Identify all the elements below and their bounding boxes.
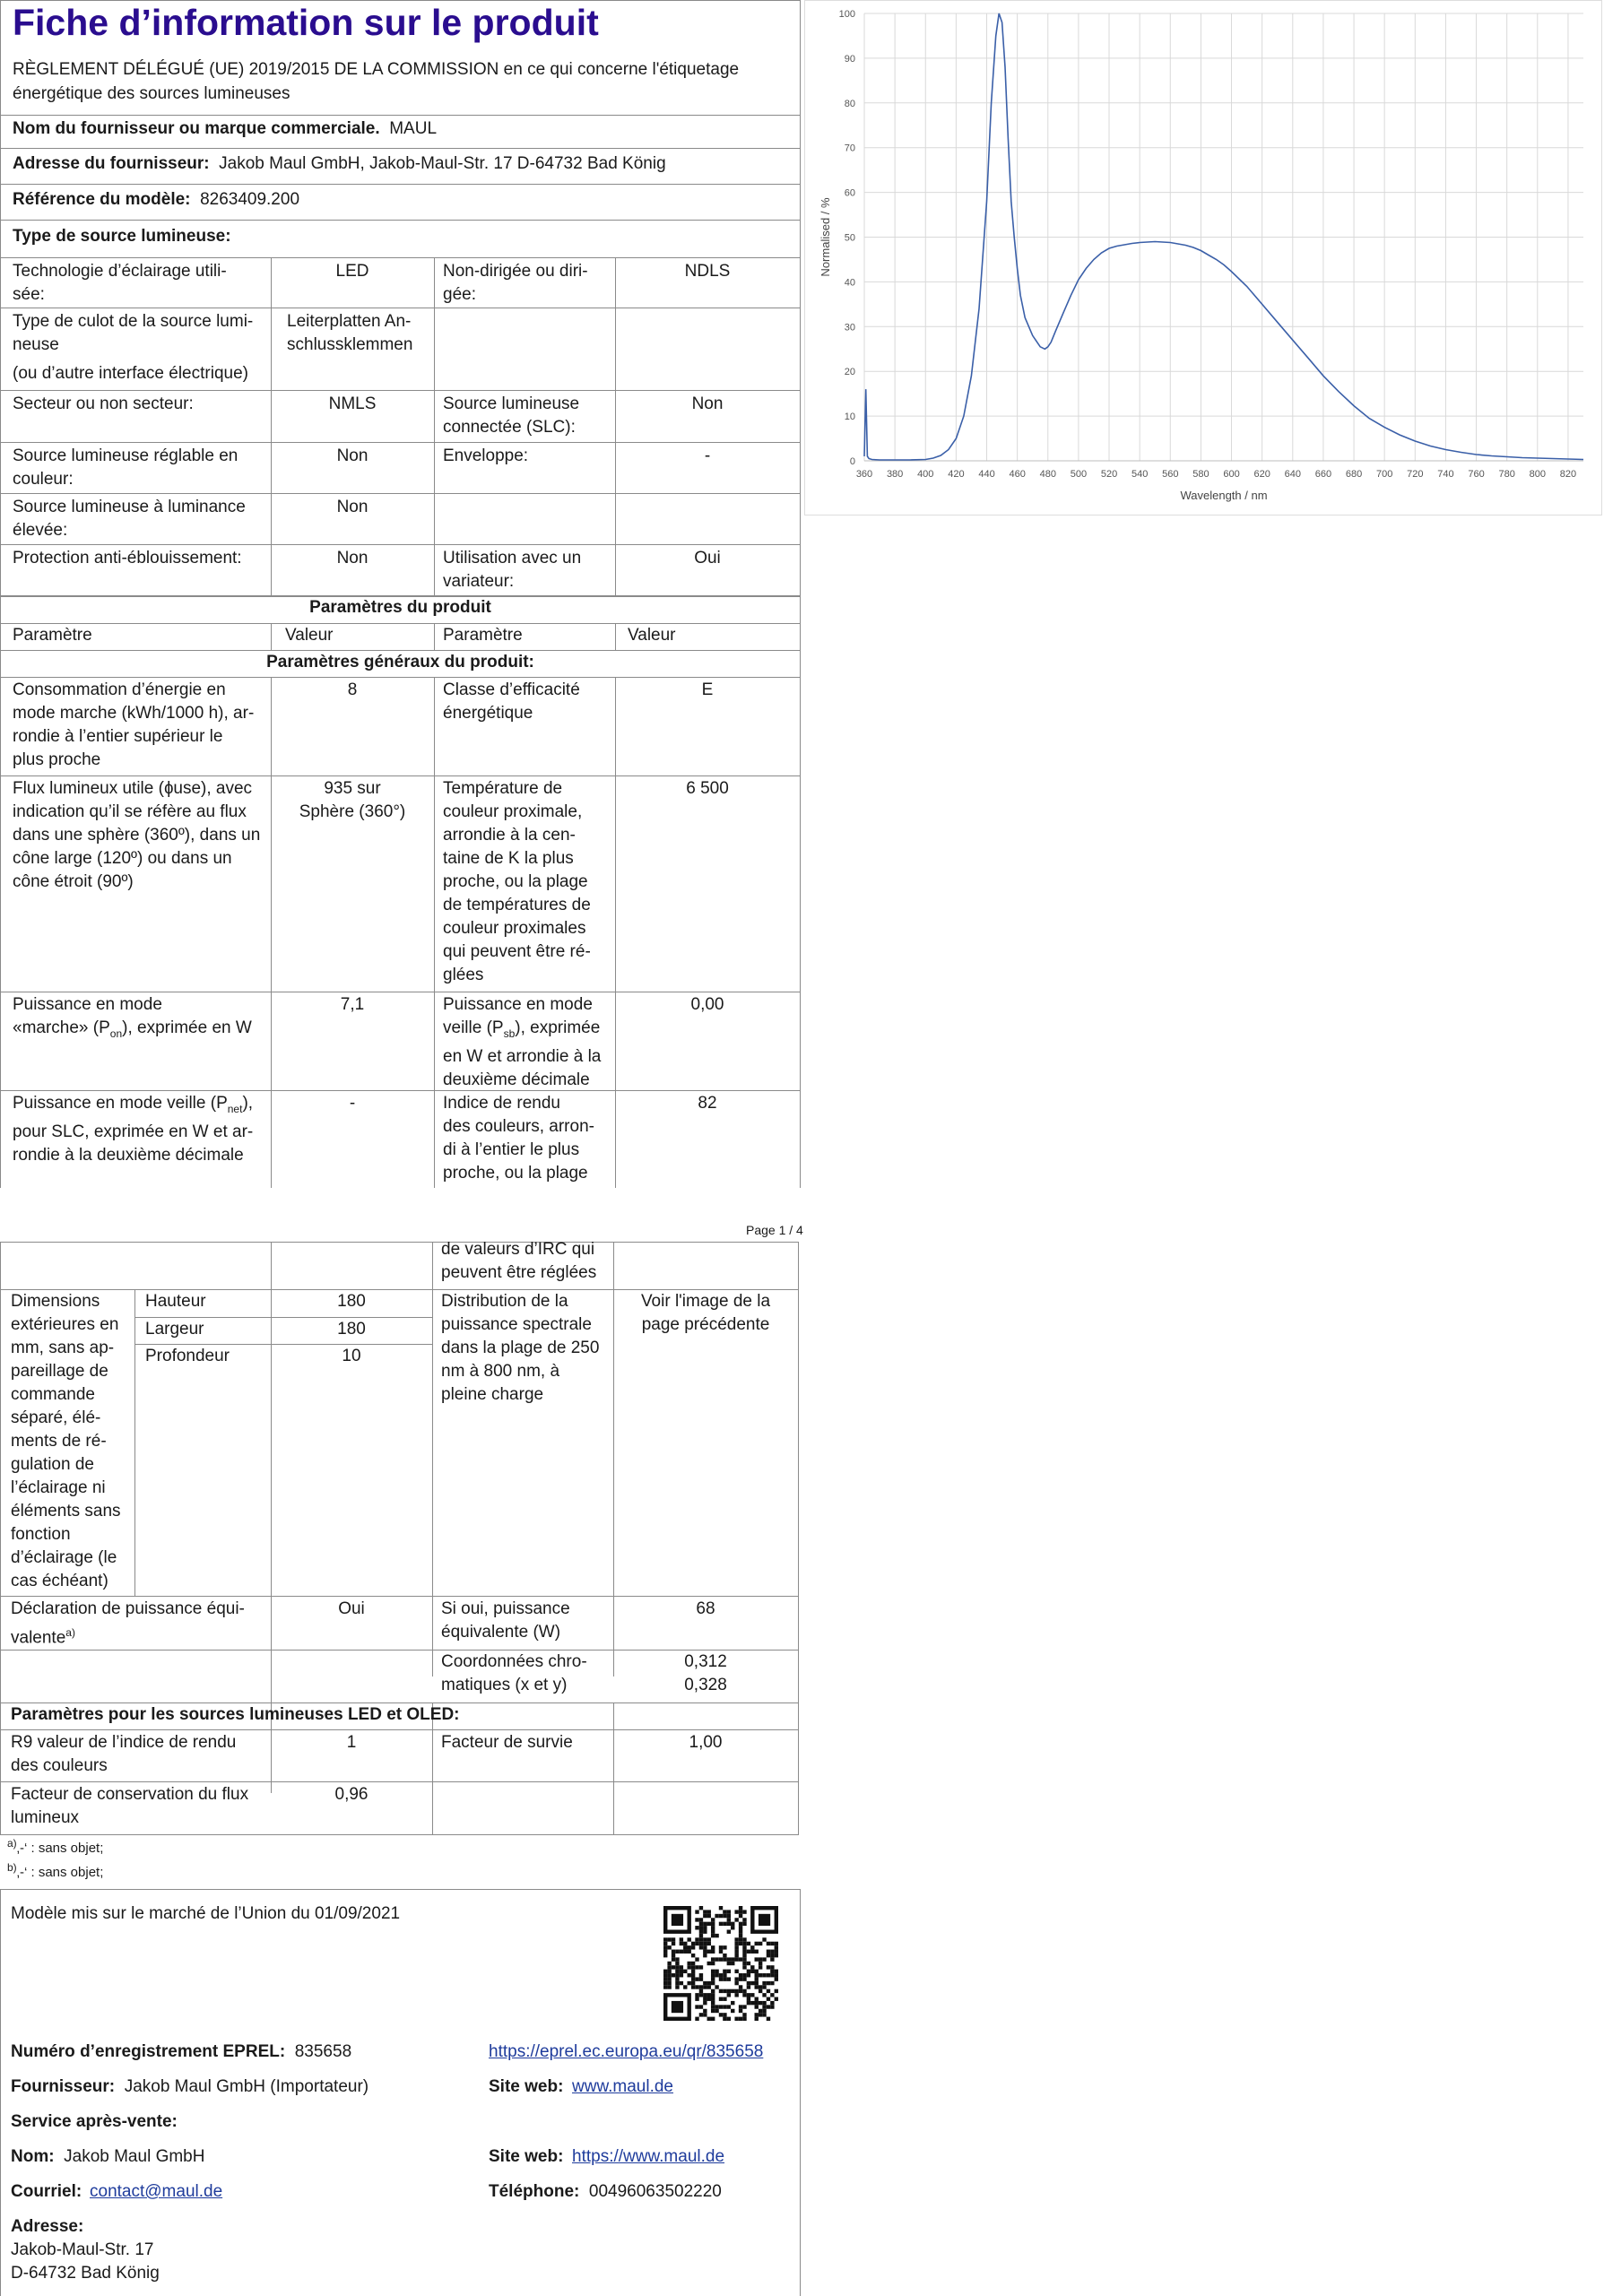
standby-power-label: Puissance en mode veille $(P_{sb})$, exprimée en W et arrondie à la deuxième décimale: [443, 995, 602, 1089]
cap-value: Leiterplatten An- schlussklemmen: [287, 312, 413, 354]
y-tick-label: 70: [844, 143, 855, 154]
general-header: Paramètres généraux du produit:: [266, 653, 534, 671]
r9-value: 1: [346, 1733, 357, 1752]
glare-label: Protection anti-éblouissement:: [13, 549, 242, 568]
frame-right: [798, 1242, 799, 1835]
divider: [0, 184, 801, 185]
spd-label: Distribution de la puissance spectrale dans la plage de 250 nm à 800 nm, à pleine charge: [441, 1292, 600, 1404]
y-tick-label: 30: [844, 322, 855, 334]
supplier-address-label: Adresse du fournisseur:: [13, 154, 210, 173]
spd-value: Voir l'image de la page précédente: [640, 1292, 771, 1334]
slc-label: Source lumineuse connectée (SLC):: [443, 394, 580, 437]
cct-label: Température de couleur proximale, arrondie à la cen- taine de K la plus proche, ou la plage de températures de couleur proximales qui peuvent être ré- glées: [443, 779, 591, 984]
email-label: Courriel:: [11, 2182, 82, 2201]
supplier-address-row: [13, 152, 666, 176]
dimmer-value: Oui: [694, 549, 721, 568]
type-header: Type de source lumineuse:: [13, 227, 231, 246]
service-header: Service après-vente:: [11, 2112, 178, 2131]
col-divider: [134, 1289, 135, 1596]
frame-left: [0, 0, 1, 1188]
cri-label-cont: de valeurs d’IRC qui peuvent être réglées: [441, 1240, 597, 1282]
service-website-label: Site web:: [489, 2147, 564, 2166]
height-label: Hauteur: [145, 1292, 206, 1311]
x-tick-label: 680: [1345, 469, 1363, 480]
tech-value: LED: [335, 262, 369, 281]
y-tick-label: 100: [838, 9, 855, 20]
footnote-a: $^{a)}$‚-‘ : sans objet;: [7, 1837, 104, 1856]
high-luminance-label: Source lumineuse à luminance élevée:: [13, 498, 246, 540]
tech-label: Technologie d’éclairage utili- sée:: [13, 262, 227, 304]
x-tick-label: 800: [1529, 469, 1546, 480]
col-header-value-2: Valeur: [628, 626, 676, 645]
frame-left: [0, 1242, 1, 1835]
equivalent-power-value: Oui: [338, 1599, 365, 1618]
efficiency-class-label: Classe d’efficacité énergétique: [443, 680, 580, 723]
x-tick-label: 560: [1162, 469, 1179, 480]
flux-value: 935 sur Sphère (360°): [299, 779, 406, 821]
x-tick-label: 740: [1437, 469, 1454, 480]
mains-label: Secteur ou non secteur:: [13, 394, 194, 413]
supplier-row: Fournisseur: Jakob Maul GmbH (Importateur): [11, 2077, 369, 2096]
dimmer-label: Utilisation avec un variateur:: [443, 549, 582, 591]
y-tick-label: 50: [844, 232, 855, 244]
phone-row: Téléphone: 00496063502220: [489, 2182, 722, 2201]
networked-standby-label: Puissance en mode veille $(P_{net})$, pour SLC, exprimée en W et ar- rondie à la deuxième décimale: [13, 1094, 254, 1165]
efficiency-class-value: E: [701, 680, 714, 699]
x-tick-label: 520: [1100, 469, 1118, 480]
mains-value: NMLS: [328, 394, 377, 413]
y-axis-label: Normalised / %: [819, 197, 832, 277]
chromaticity-value: 0,312 0,328: [684, 1652, 727, 1694]
x-tick-label: 500: [1070, 469, 1088, 480]
footnote-b: $^{b)}$‚-‘ : sans objet;: [7, 1861, 104, 1880]
divider: [0, 1834, 799, 1835]
x-tick-label: 760: [1468, 469, 1485, 480]
x-tick-label: 780: [1498, 469, 1515, 480]
y-tick-label: 10: [844, 412, 855, 423]
col-divider: [432, 1242, 433, 1677]
y-tick-label: 90: [844, 53, 855, 65]
divider: [0, 1596, 799, 1597]
survival-value: 1,00: [689, 1733, 723, 1752]
envelope-value: -: [704, 446, 711, 465]
y-tick-label: 80: [844, 98, 855, 109]
address-line-1: Jakob-Maul-Str. 17: [11, 2240, 154, 2259]
divider: [0, 1090, 801, 1091]
y-tick-label: 60: [844, 187, 855, 199]
address-label: Adresse:: [11, 2217, 84, 2236]
survival-label: Facteur de survie: [441, 1733, 573, 1752]
maintenance-label: Facteur de conservation du flux lumineux: [11, 1785, 249, 1827]
service-name-row: Nom: Jakob Maul GmbH: [11, 2147, 205, 2166]
divider: [0, 1781, 799, 1782]
x-tick-label: 620: [1253, 469, 1270, 480]
col-divider: [613, 1703, 614, 1835]
x-axis-label: Wavelength / nm: [1180, 489, 1268, 502]
y-tick-label: 40: [844, 277, 855, 289]
model-ref-row: [13, 188, 299, 212]
on-power-value: 7,1: [340, 995, 365, 1014]
website-label: Site web:: [489, 2077, 564, 2096]
dimensions-label: Dimensions extérieures en mm, sans ap- pareillage de commande séparé, élé- ments de ré- gulation de l’éclairage ni éléments sans fonction d’éclairage (le cas échéant): [11, 1292, 121, 1590]
col-header-param-2: Paramètre: [443, 626, 523, 645]
divider: [0, 390, 801, 391]
divider: [0, 257, 801, 258]
spectral-chart: [804, 0, 1602, 516]
eprel-link[interactable]: https://eprel.ec.europa.eu/qr/835658: [489, 2042, 764, 2061]
slc-value: Non: [691, 394, 724, 413]
divider: [0, 148, 801, 149]
x-tick-label: 820: [1559, 469, 1577, 480]
col-divider: [271, 623, 272, 650]
divider: [0, 1729, 799, 1730]
directional-value: NDLS: [684, 262, 731, 281]
maintenance-value: 0,96: [334, 1785, 368, 1804]
energy-label: Consommation d’énergie en mode marche (kWh/1000 h), ar- rondie à l’entier supérieur le plus proche: [13, 680, 255, 769]
depth-value: 10: [342, 1347, 361, 1365]
x-tick-label: 580: [1192, 469, 1210, 480]
divider: [0, 677, 801, 678]
width-value: 180: [337, 1320, 366, 1339]
depth-label: Profondeur: [145, 1347, 230, 1365]
supplier-name-label: Nom du fournisseur ou marque commerciale.: [13, 119, 380, 138]
market-date: Modèle mis sur le marché de l’Union du 01/09/2021: [11, 1904, 401, 1923]
glare-value: Non: [336, 549, 368, 568]
cap-label: Type de culot de la source lumi- neuse (ou d’autre interface électrique): [13, 312, 254, 383]
divider: [0, 623, 801, 624]
equivalent-watt-label: Si oui, puissance équivalente (W): [441, 1599, 570, 1642]
col-divider: [615, 623, 616, 650]
divider: [0, 775, 801, 776]
x-tick-label: 480: [1039, 469, 1056, 480]
address-line-2: D-64732 Bad König: [11, 2264, 160, 2283]
x-tick-label: 700: [1375, 469, 1393, 480]
x-tick-label: 400: [917, 469, 934, 480]
networked-standby-value: -: [349, 1094, 356, 1113]
divider: [0, 493, 801, 494]
frame-right: [800, 0, 801, 1188]
x-tick-label: 380: [886, 469, 904, 480]
x-tick-label: 660: [1314, 469, 1332, 480]
col-header-param-1: Paramètre: [13, 626, 92, 645]
spectral-chart-svg: [805, 1, 1601, 515]
x-tick-label: 440: [978, 469, 995, 480]
x-tick-label: 720: [1407, 469, 1424, 480]
x-tick-label: 420: [948, 469, 965, 480]
model-ref-value: 8263409.200: [200, 190, 300, 209]
x-tick-label: 360: [855, 469, 873, 480]
height-value: 180: [337, 1292, 366, 1311]
website-link[interactable]: www.maul.de: [572, 2077, 673, 2096]
eprel-row: Numéro d’enregistrement EPREL: 835658: [11, 2042, 352, 2061]
led-header: Paramètres pour les sources lumineuses LED et OLED:: [11, 1705, 460, 1724]
col-header-value-1: Valeur: [285, 626, 334, 645]
cri-value: 82: [698, 1094, 717, 1113]
service-website-link[interactable]: https://www.maul.de: [572, 2147, 725, 2166]
cct-value: 6 500: [686, 779, 729, 798]
divider: [0, 442, 801, 443]
y-tick-label: 0: [849, 456, 855, 467]
on-power-label: Puissance en mode «marche» $(P_{on})$, exprimée en W: [13, 995, 252, 1040]
directional-label: Non-dirigée ou diri- gée:: [443, 262, 588, 304]
qr-code-icon[interactable]: [663, 1906, 778, 2021]
divider: [0, 544, 801, 545]
page-number: Page 1 / 4: [746, 1223, 803, 1237]
envelope-label: Enveloppe:: [443, 446, 529, 465]
high-luminance-value: Non: [336, 498, 368, 516]
color-tunable-value: Non: [336, 446, 368, 465]
frame-top: [0, 0, 801, 1]
x-tick-label: 460: [1009, 469, 1026, 480]
model-ref-label: Référence du modèle:: [13, 190, 191, 209]
regulation-text: RÈGLEMENT DÉLÉGUÉ (UE) 2019/2015 DE LA COMMISSION en ce qui concerne l'étiquetage énergétique des sources lumineuses: [13, 60, 740, 103]
equivalent-watt-value: 68: [696, 1599, 715, 1618]
equivalent-power-label: Déclaration de puissance équi- valente$^{a)}$: [11, 1599, 245, 1648]
col-divider: [434, 623, 435, 650]
col-divider: [434, 677, 435, 1188]
email-link[interactable]: contact@maul.de: [90, 2182, 223, 2201]
x-tick-label: 600: [1223, 469, 1240, 480]
flux-label: Flux lumineux utile (ɸuse), avec indication qu’il se réfère au flux dans une sphère (360º), dans un cône large (120º) ou dans un cône étroit (90º): [13, 779, 261, 891]
x-tick-label: 640: [1284, 469, 1301, 480]
divider: [0, 115, 801, 116]
divider: [0, 1242, 799, 1243]
y-tick-label: 20: [844, 367, 855, 378]
supplier-address-value: Jakob Maul GmbH, Jakob-Maul-Str. 17 D-64732 Bad König: [219, 154, 666, 173]
supplier-name-value: MAUL: [389, 119, 438, 138]
width-label: Largeur: [145, 1320, 204, 1339]
supplier-name-row: [13, 117, 437, 141]
x-tick-label: 540: [1131, 469, 1149, 480]
params-header: Paramètres du produit: [309, 598, 491, 617]
page-title: Fiche d’information sur le produit: [13, 2, 599, 43]
divider: [0, 220, 801, 221]
standby-power-value: 0,00: [690, 995, 724, 1014]
chromaticity-label: Coordonnées chro- matiques (x et y): [441, 1652, 587, 1694]
color-tunable-label: Source lumineuse réglable en couleur:: [13, 446, 238, 489]
r9-label: R9 valeur de l’indice de rendu des couleurs: [11, 1733, 237, 1775]
energy-value: 8: [347, 680, 358, 699]
cri-label: Indice de rendu des couleurs, arron- di à l’entier le plus proche, ou la plage: [443, 1094, 594, 1183]
